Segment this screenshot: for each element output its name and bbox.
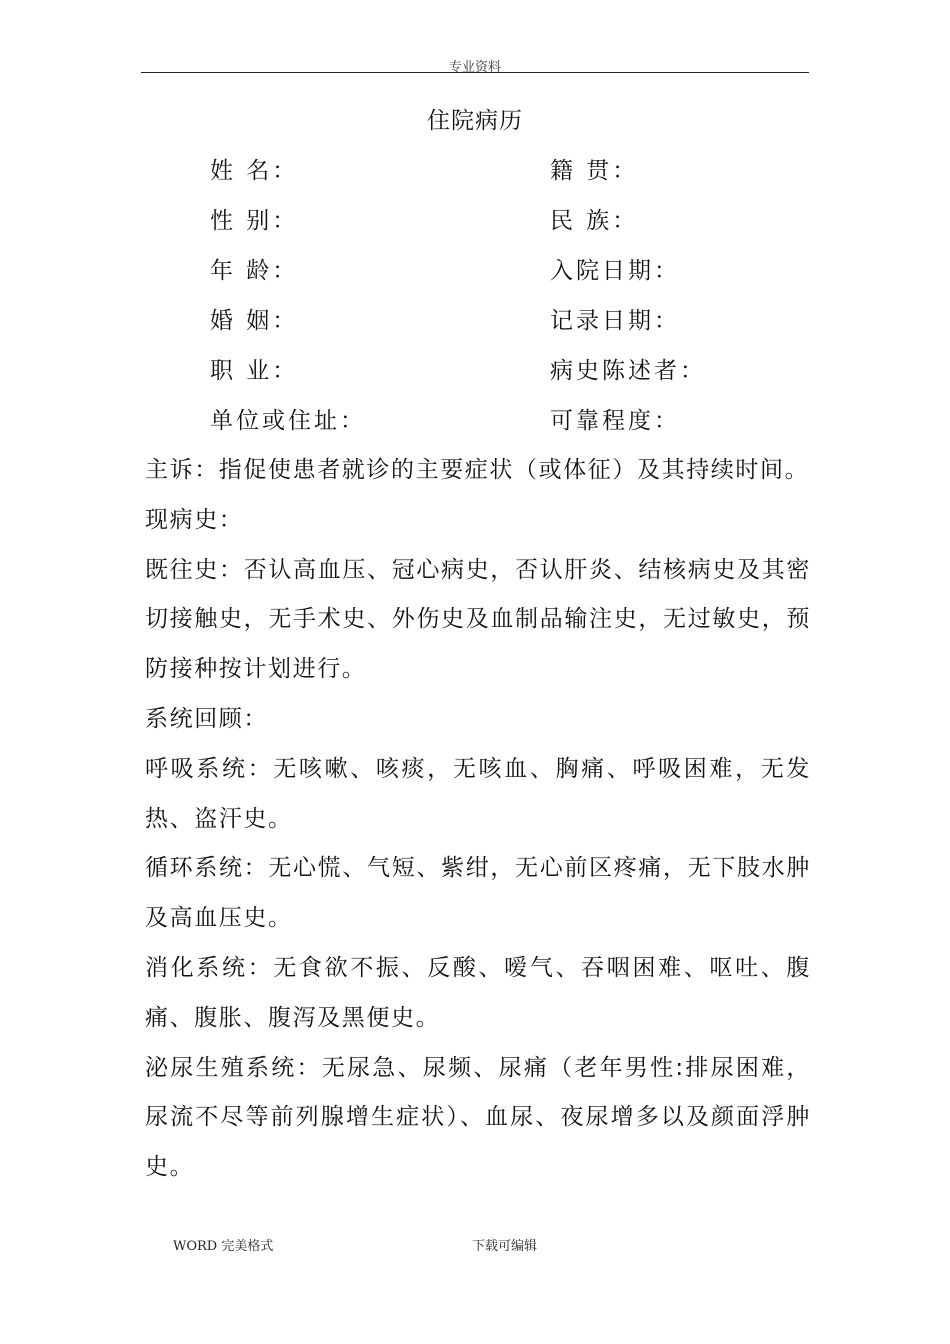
header-rule: [141, 72, 809, 73]
chief-complaint-paragraph: 主诉：指促使患者就诊的主要症状（或体征）及其持续时间。: [145, 457, 810, 483]
field-label-marital-status: 婚 姻：: [210, 308, 299, 334]
system-review-heading: 系统回顾：: [145, 705, 268, 732]
field-row: [210, 198, 810, 248]
field-row: [210, 398, 810, 448]
field-label-reliability: 可靠程度：: [550, 408, 680, 434]
footer-format-label: WORD 完美格式: [173, 1239, 274, 1254]
digestive-system-paragraph: 消化系统：无食欲不振、反酸、嗳气、吞咽困难、呕吐、腹痛、腹胀、腹泻及黑便史。: [145, 954, 811, 1031]
medical-history-body: [145, 446, 811, 1193]
field-label-gender: 性 别：: [210, 208, 299, 234]
footer-download-label: 下载可编辑: [472, 1239, 538, 1254]
circulatory-system-paragraph: 循环系统：无心慌、气短、紫绀，无心前区疼痛，无下肢水肿及高血压史。: [145, 855, 811, 932]
field-label-age: 年 龄：: [210, 258, 299, 284]
field-row: [210, 348, 810, 398]
field-label-history-narrator: 病史陈述者：: [550, 358, 706, 384]
field-label-admission-date: 入院日期：: [550, 258, 680, 284]
patient-info-fields: [210, 148, 810, 448]
respiratory-system-paragraph: 呼吸系统：无咳嗽、咳痰，无咳血、胸痛、呼吸困难，无发热、盗汗史。: [145, 755, 811, 832]
present-illness-paragraph: 现病史：: [145, 506, 244, 533]
field-row: [210, 298, 810, 348]
field-row: [210, 248, 810, 298]
field-row: [210, 148, 810, 198]
field-label-name: 姓 名：: [210, 158, 299, 184]
field-label-employer-address: 单位或住址：: [210, 408, 366, 434]
page-header: 专业资料: [448, 60, 501, 75]
field-label-native-place: 籍 贯：: [550, 158, 639, 184]
past-history-paragraph: 既往史：否认高血压、冠心病史，否认肝炎、结核病史及其密切接触史，无手术史、外伤史及血制品输注史，无过敏史，预防接种按计划进行。: [145, 556, 811, 683]
document-title: 住院病历: [427, 108, 523, 134]
urogenital-system-paragraph: 泌尿生殖系统：无尿急、尿频、尿痛（老年男性:排尿困难，尿流不尽等前列腺增生症状）、血尿、夜尿增多以及颜面浮肿史。: [145, 1054, 811, 1181]
field-label-record-date: 记录日期：: [550, 308, 680, 334]
field-label-occupation: 职 业：: [210, 358, 299, 384]
field-label-ethnicity: 民 族：: [550, 208, 639, 234]
